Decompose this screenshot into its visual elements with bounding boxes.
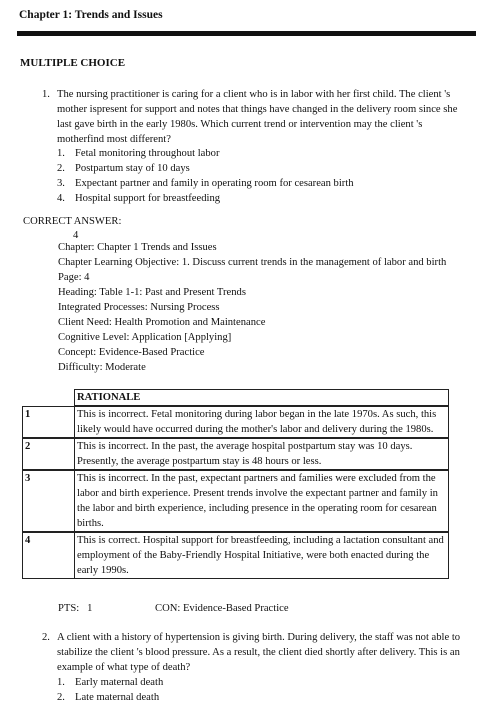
meta-page: Page: 4 <box>58 272 90 283</box>
options-list <box>57 675 457 705</box>
question-number: 2. <box>42 632 50 643</box>
meta-client-need: Client Need: Health Promotion and Maintenance <box>58 317 266 328</box>
concept-label: CON: Evidence-Based Practice <box>155 603 289 614</box>
rationale-row <box>23 532 449 579</box>
rationale-header: RATIONALE <box>75 390 449 407</box>
meta-concept: Concept: Evidence-Based Practice <box>58 347 205 358</box>
option-item: 2. Postpartum stay of 10 days <box>57 163 190 174</box>
option-item: 4. Hospital support for breastfeeding <box>57 193 221 204</box>
rationale-row-text: This is incorrect. In the past, expectant partners and families were excluded from the labor and birth experience. Present trends involve the expectant partner and family in the labor and birth experience, including presence in the operating room for cesarean births. <box>75 470 449 532</box>
question-stem: A client with a history of hypertension is giving birth. During delivery, the staff was not able to stabilize the client 's blood pressure. As a result, the client died shortly after delivery. This is an example of what type of death? <box>57 632 461 673</box>
rationale-row <box>23 406 449 438</box>
rationale-row-text: This is incorrect. Fetal monitoring during labor began in the late 1970s. As such, this likely would have occurred during the mother's labor and delivery during the 1980s. <box>75 406 449 438</box>
question-stem: The nursing practitioner is caring for a client who is in labor with her first child. The client 's mother ispresent for support and notes that things have changed in the delivery room since she last gave birth in the early 1980s. Which current trend or intervention may the client 's motherfind most different? <box>57 89 458 145</box>
correct-answer-value: 4 <box>73 230 79 241</box>
options-list <box>57 146 457 206</box>
rationale-table <box>22 389 449 579</box>
question-metadata <box>58 240 478 375</box>
question-number: 1. <box>42 89 50 100</box>
option-item: 1. Early maternal death <box>57 677 164 688</box>
chapter-title: Chapter 1: Trends and Issues <box>19 9 163 21</box>
rationale-row <box>23 470 449 532</box>
option-item: 3. Expectant partner and family in operating room for cesarean birth <box>57 178 354 189</box>
rationale-row <box>23 438 449 470</box>
option-item: 1. Fetal monitoring throughout labor <box>57 148 220 159</box>
option-item: 2. Late maternal death <box>57 692 160 703</box>
meta-difficulty: Difficulty: Moderate <box>58 362 146 373</box>
title-rule <box>17 31 476 36</box>
meta-chapter: Chapter: Chapter 1 Trends and Issues <box>58 242 217 253</box>
points-label: PTS: 1 <box>58 603 93 614</box>
rationale-row-number: 4 <box>23 532 75 579</box>
meta-objective: Chapter Learning Objective: 1. Discuss current trends in the management of labor and birth <box>58 257 447 268</box>
rationale-row-text: This is incorrect. In the past, the average hospital postpartum stay was 10 days. Presently, the average postpartum stay is 48 hours or less. <box>75 438 449 470</box>
correct-answer-label: CORRECT ANSWER: <box>23 216 122 227</box>
rationale-header-row <box>23 390 449 407</box>
section-title: MULTIPLE CHOICE <box>20 57 126 69</box>
meta-processes: Integrated Processes: Nursing Process <box>58 302 220 313</box>
rationale-row-number: 2 <box>23 438 75 470</box>
meta-cognitive: Cognitive Level: Application [Applying] <box>58 332 232 343</box>
rationale-row-number: 3 <box>23 470 75 532</box>
meta-heading: Heading: Table 1-1: Past and Present Trends <box>58 287 246 298</box>
rationale-row-text: This is correct. Hospital support for breastfeeding, including a lactation consultant and employment of the Baby-Friendly Hospital Initiative, were both enacted during the early 1990s. <box>75 532 449 579</box>
rationale-row-number: 1 <box>23 406 75 438</box>
